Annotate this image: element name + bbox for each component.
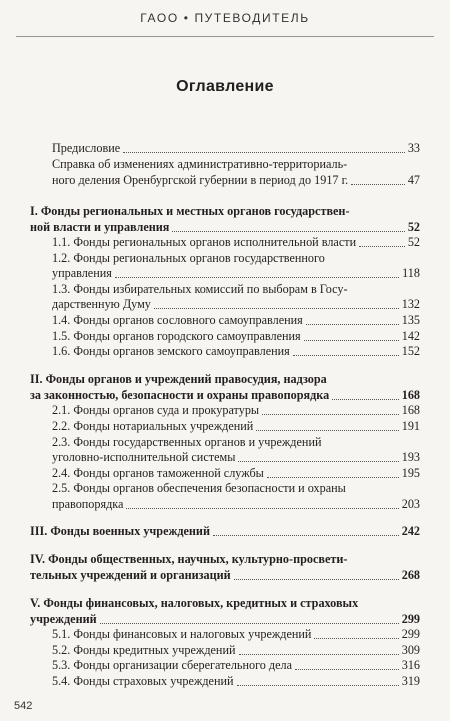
toc-entry (0, 343, 450, 360)
toc-page-number: 193 (401, 450, 420, 464)
toc-entry (0, 523, 450, 540)
toc-entry-text: 1.1. Фонды региональных органов исполнительной власти (52, 235, 357, 249)
toc-entry-text: правопорядка (52, 497, 124, 511)
toc-dot-leader (154, 308, 399, 309)
toc-dot-leader (359, 246, 405, 247)
toc-dot-leader (295, 669, 399, 670)
toc-dot-leader (332, 399, 399, 400)
toc-page-number: 52 (407, 220, 420, 234)
toc-page-number: 309 (401, 643, 420, 657)
toc-entry-text: 1.5. Фонды органов городского самоуправления (52, 329, 301, 343)
toc-dot-leader (306, 324, 399, 325)
toc-dot-leader (293, 355, 399, 356)
toc-entry-text: 2.4. Фонды органов таможенной службы (52, 466, 264, 480)
toc-entry (0, 265, 450, 282)
toc-page-number: 132 (401, 297, 420, 311)
toc-page-number: 152 (401, 344, 420, 358)
toc-entry (0, 480, 450, 497)
toc-entry (0, 449, 450, 466)
toc-entry (0, 402, 450, 419)
toc-page-number: 195 (401, 466, 420, 480)
toc-page-number: 242 (401, 524, 420, 538)
toc-dot-leader (262, 414, 399, 415)
toc-entry-text: за законностью, безопасности и охраны правопорядка (30, 388, 330, 402)
toc-entry-text: Справка об изменениях административно-территориаль- (52, 157, 348, 171)
toc-entry-text: управления (52, 266, 112, 280)
toc-entry-text: 2.2. Фонды нотариальных учреждений (52, 419, 254, 433)
toc-entry (0, 626, 450, 643)
toc-entry-text: 1.4. Фонды органов сословного самоуправления (52, 313, 303, 327)
toc-entry (0, 234, 450, 251)
toc-entry (0, 172, 450, 189)
toc-page-number: 33 (407, 141, 420, 155)
toc-entry-text: 2.3. Фонды государственных органов и учреждений (52, 435, 322, 449)
toc-entry (0, 595, 450, 612)
toc-dot-leader (351, 184, 405, 185)
toc-entry-text: 5.2. Фонды кредитных учреждений (52, 643, 236, 657)
toc-dot-leader (115, 277, 399, 278)
toc-dot-leader (213, 535, 399, 536)
toc-page-number: 52 (407, 235, 420, 249)
toc-page-number: 319 (401, 674, 420, 688)
toc-page-number: 142 (401, 329, 420, 343)
toc-entry (0, 296, 450, 313)
toc-entry (0, 673, 450, 690)
toc-entry-text: II. Фонды органов и учреждений правосудия, надзора (30, 372, 327, 386)
toc-entry (0, 418, 450, 435)
toc-entry-text: 5.1. Фонды финансовых и налоговых учреждений (52, 627, 312, 641)
toc-entry-text: тельных учреждений и организаций (30, 568, 231, 582)
toc-dot-leader (126, 508, 398, 509)
toc-page-number: 168 (401, 403, 420, 417)
page-number: 542 (14, 700, 33, 712)
toc-entry-text: V. Фонды финансовых, налоговых, кредитных и страховых (30, 596, 359, 610)
toc-entry-text: IV. Фонды общественных, научных, культурно-просвети- (30, 552, 348, 566)
toc-page-number: 118 (402, 266, 420, 280)
toc-dot-leader (239, 654, 399, 655)
toc-page-number: 135 (401, 313, 420, 327)
toc-entry (0, 312, 450, 329)
toc-entry (0, 140, 450, 157)
toc-entry-text: уголовно-исполнительной системы (52, 450, 236, 464)
toc-dot-leader (123, 152, 405, 153)
toc-entry (0, 371, 450, 388)
toc-entry-text: 1.6. Фонды органов земского самоуправления (52, 344, 290, 358)
toc-entry-text: I. Фонды региональных и местных органов государствен- (30, 204, 350, 218)
toc-dot-leader (304, 340, 399, 341)
toc-entry-text: Предисловие (52, 141, 121, 155)
toc-entry-text: 1.3. Фонды избирательных комиссий по выборам в Госу- (52, 282, 348, 296)
toc-dot-leader (234, 579, 399, 580)
toc-page-number: 299 (401, 627, 420, 641)
toc-entry (0, 496, 450, 513)
toc-dot-leader (100, 623, 399, 624)
toc-page-number: 268 (401, 568, 420, 582)
toc-dot-leader (172, 231, 404, 232)
toc-dot-leader (237, 685, 399, 686)
toc-dot-leader (238, 461, 398, 462)
toc-entry-text: 1.2. Фонды региональных органов государственного (52, 251, 325, 265)
toc-dot-leader (256, 430, 398, 431)
toc-entry (0, 567, 450, 584)
toc-page-number: 47 (407, 173, 420, 187)
toc-entry (0, 203, 450, 220)
toc-page-number: 168 (401, 388, 420, 402)
toc-entry-text: 2.1. Фонды органов суда и прокуратуры (52, 403, 260, 417)
toc-dot-leader (267, 477, 399, 478)
toc-page-number: 316 (401, 658, 420, 672)
running-header-text: ГАОО • ПУТЕВОДИТЕЛЬ (140, 11, 310, 25)
toc-entry-text: дарственную Думу (52, 297, 151, 311)
toc-entry-text: учреждений (30, 612, 97, 626)
page-title: Оглавление (176, 78, 274, 95)
toc-entry (0, 156, 450, 173)
toc-entry-text: 2.5. Фонды органов обеспечения безопасности и охраны (52, 481, 346, 495)
toc-entry-text: 5.4. Фонды страховых учреждений (52, 674, 234, 688)
toc-page-number: 191 (401, 419, 420, 433)
toc-entry-text: ного деления Оренбургской губернии в период до 1917 г. (52, 173, 349, 187)
toc-entry (0, 551, 450, 568)
toc-dot-leader (314, 638, 398, 639)
toc-entry-text: ной власти и управления (30, 220, 170, 234)
toc-entry-text: III. Фонды военных учреждений (30, 524, 210, 538)
toc-page-number: 203 (401, 497, 420, 511)
toc-page-number: 299 (401, 612, 420, 626)
toc-entry (0, 657, 450, 674)
toc-entry-text: 5.3. Фонды организации сберегательного дела (52, 658, 293, 672)
